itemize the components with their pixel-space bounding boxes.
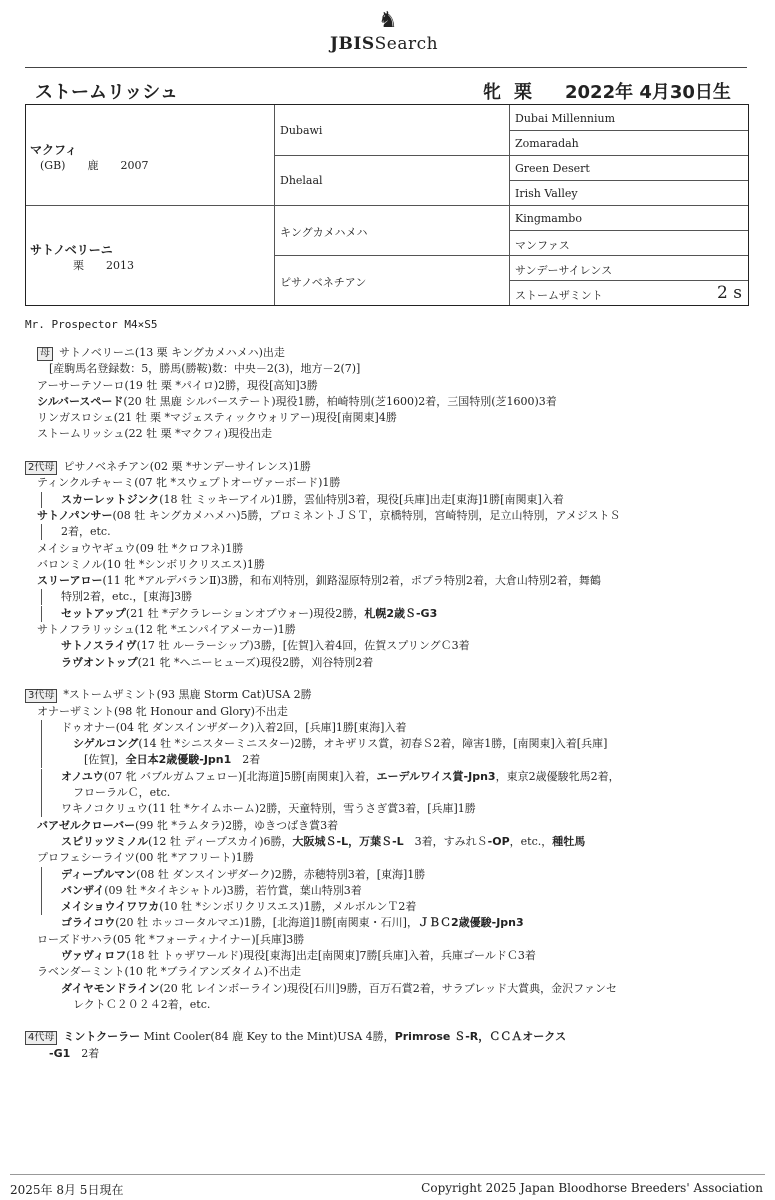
family-line	[25, 883, 745, 899]
record-text: サトノベリーニ(13 栗 キングカメハメハ)出走	[59, 346, 285, 359]
family-line	[25, 720, 745, 736]
horse-sex: 牝	[483, 82, 501, 103]
record-text: バロンミノル(10 牡 *シンボリクリスエス)1勝	[37, 557, 265, 571]
logo-text-search: Search	[374, 34, 439, 54]
record-text: オナーザミント(98 牝 Honour and Glory)不出走	[37, 704, 288, 718]
horse-link[interactable]: Primrose Ｓ-R，ＣＣＡオークス	[394, 1030, 567, 1044]
record-text: [佐賀]，	[73, 753, 126, 767]
family-line	[25, 785, 745, 801]
pedigree-g3-cell[interactable]: Kingmambo	[515, 212, 582, 225]
record-text: ，etc.，	[509, 834, 553, 848]
record-text: 特別2着，etc.，[東海]3勝	[61, 590, 193, 604]
record-text: (12 牡 ディープスカイ)6勝，	[148, 834, 293, 848]
family-line	[25, 394, 745, 410]
family-line	[25, 801, 745, 817]
family-line	[25, 573, 745, 589]
generation-tag: 2代母	[25, 461, 57, 475]
family-section	[25, 345, 745, 443]
family-line	[25, 981, 745, 997]
record-text: サトノフラリッシュ(12 牝 *エンパイアメーカー)1勝	[37, 623, 296, 637]
family-line	[25, 524, 745, 540]
horse-link[interactable]: スカーレットジンク	[61, 492, 160, 506]
family-line	[25, 932, 745, 948]
family-section	[25, 1029, 745, 1062]
record-text: 2着，etc.	[61, 525, 111, 539]
family-line	[25, 834, 745, 850]
family-line	[25, 638, 745, 654]
family-line	[25, 769, 745, 785]
record-text: リンガスロシェ(21 牡 栗 *マジェスティックウォリアー)現役[南関東]4勝	[37, 411, 397, 425]
family-line	[25, 964, 745, 980]
record-text: Mint Cooler(84 鹿 Key to the Mint)USA 4勝，	[140, 1030, 395, 1044]
family-line	[25, 475, 745, 491]
record-text: レクトＣ２０２４2着，etc.	[73, 997, 211, 1011]
horse-link[interactable]: サトノパンサー	[37, 508, 113, 522]
cross-count: 2 s	[717, 283, 742, 303]
family-line	[25, 606, 745, 622]
record-text: (20 牝 レインボーライン)現役[石川]9勝，百万石賞2着，サラブレッド大賞典，金沢ファンセ	[159, 981, 617, 995]
family-line	[25, 736, 745, 752]
record-text: 3着，すみれＳ	[403, 834, 488, 848]
generation-tag: 4代母	[25, 1031, 57, 1045]
horse-link[interactable]: メイショウイワワカ	[61, 900, 160, 914]
record-text: (99 牝 *ラムタラ)2勝，ゆきつばき賞3着	[135, 818, 339, 832]
record-text: ティンクルチャーミ(07 牝 *スウェプトオーヴァーボード)1勝	[37, 476, 341, 490]
family-line	[25, 541, 745, 557]
jbis-logo[interactable]	[330, 8, 460, 54]
pedigree-g3-cell[interactable]: サンデーサイレンス	[515, 264, 613, 277]
record-text: (18 牡 ミッキーアイル)1勝，雲仙特別3着，現役[兵庫]出走[東海]1勝[南関東]入着	[159, 492, 564, 506]
dam-info: 栗 2013	[40, 259, 134, 272]
horse-link[interactable]: サトノスライヴ	[61, 639, 137, 653]
record-text: (20 牡 黒鹿 シルバーステート)現役1勝，柏崎特別(芝1600)2着，三国特別(芝1600)3着	[123, 394, 557, 408]
record-text: (09 牡 *タイキシャトル)3勝，若竹賞，葉山特別3着	[104, 883, 362, 897]
pedigree-g2-cell[interactable]: キングカメハメハ	[280, 226, 368, 239]
family-line	[25, 410, 745, 426]
horse-link[interactable]: シルバースペード	[37, 394, 124, 408]
record-text: (11 牝 *アルデバランⅡ)3勝，和布刈特別，釧路湿原特別2着，ポプラ特別2着，大倉山特別2着，舞鶴	[102, 574, 601, 588]
family-record	[25, 345, 745, 1078]
horse-link[interactable]: 種牡馬	[552, 834, 586, 848]
horse-link[interactable]: ディープルマン	[61, 867, 137, 881]
record-text: (21 牝 *ヘニーヒューズ)現役2勝，刈谷特別2着	[137, 655, 374, 669]
family-line	[25, 1046, 745, 1062]
record-text: ローズドサハラ(05 牝 *フォーティナイナー)[兵庫]3勝	[37, 932, 305, 946]
family-line	[25, 997, 745, 1013]
horse-header	[30, 78, 745, 104]
pedigree-g3-cell[interactable]: Green Desert	[515, 162, 590, 175]
family-line	[25, 589, 745, 605]
family-line	[25, 899, 745, 915]
family-section	[25, 459, 745, 671]
horse-birthdate: 2022年 4月30日生	[565, 82, 731, 103]
horse-link[interactable]: ヴァヴィロフ	[61, 948, 127, 962]
horse-link[interactable]: ＪＢＣ2歳優駿-Jpn3	[417, 916, 524, 930]
logo-text-jbis: JBIS	[330, 34, 375, 54]
family-line	[25, 557, 745, 573]
horse-link[interactable]: オノユウ	[61, 769, 104, 783]
record-text: (14 牡 *シニスターミニスター)2勝，オキザリス賞，初春Ｓ2着，障害1勝，[南関東]入着[兵庫]	[138, 737, 608, 751]
family-line	[25, 915, 745, 931]
dam-name[interactable]: サトノベリーニ	[30, 243, 113, 257]
pedigree-g2-cell[interactable]: Dubawi	[280, 124, 323, 137]
family-line	[25, 1029, 745, 1045]
family-line	[25, 752, 745, 768]
family-line	[25, 361, 745, 377]
pedigree-g3-cell[interactable]: マンファス	[515, 239, 570, 252]
horse-link[interactable]: エーデルワイス賞-Jpn3	[376, 769, 496, 783]
horse-name: ストームリッシュ	[35, 82, 178, 103]
record-text: (08 牡 ダンスインザダーク)2勝，赤穂特別3着，[東海]1勝	[136, 867, 426, 881]
record-text: ピサノベネチアン(02 栗 *サンデーサイレンス)1勝	[63, 460, 311, 474]
family-section	[25, 687, 745, 1013]
horse-link[interactable]: ミントクーラー	[63, 1030, 141, 1044]
horse-link[interactable]: バンザイ	[61, 883, 105, 897]
pedigree-g2-cell[interactable]: Dhelaal	[280, 174, 323, 187]
footer-date: 2025年 8月 5日現在	[10, 1183, 124, 1197]
horse-link[interactable]: スリーアロー	[37, 574, 103, 588]
sire-name[interactable]: マクフィ	[30, 143, 78, 157]
record-text: 2着	[70, 1046, 100, 1060]
inbreeding-note: Mr. Prospector M4×S5	[25, 318, 158, 331]
family-line	[25, 850, 745, 866]
family-line	[25, 345, 745, 361]
record-text: プロフェシーライツ(00 牝 *アフリート)1勝	[37, 851, 254, 865]
pedigree-g2-cell[interactable]: ピサノベネチアン	[280, 276, 367, 289]
horse-link[interactable]: -OP	[487, 834, 510, 848]
record-text: ラベンダーミント(10 牝 *ブライアンズタイム)不出走	[37, 965, 301, 979]
record-text: (10 牡 *シンボリクリスエス)1勝，メルボルンＴ2着	[159, 900, 417, 914]
record-text: (21 牡 *デクラレーションオブウォー)現役2勝，	[125, 606, 365, 620]
record-text: 2着	[231, 753, 261, 767]
record-text: ，東京2歳優駿牝馬2着，	[495, 769, 620, 783]
family-line	[25, 492, 745, 508]
record-text: アーサーテソーロ(19 牡 栗 *パイロ)2勝，現役[高知]3勝	[37, 378, 318, 392]
horse-link[interactable]: セットアップ	[61, 606, 126, 620]
pedigree-g3-cell[interactable]: ストームザミント	[515, 289, 603, 302]
family-line	[25, 655, 745, 671]
horse-color: 栗	[514, 82, 532, 103]
generation-tag: 母	[37, 347, 53, 361]
record-text: *ストームザミント(93 黒鹿 Storm Cat)USA 2勝	[63, 688, 312, 702]
record-text: [産駒馬名登録数：5，勝馬(勝鞍)数：中央－2(3)，地方－2(7)]	[49, 362, 361, 376]
family-line	[25, 459, 745, 475]
horse-link[interactable]: 全日本2歳優駿-Jpn1	[125, 753, 232, 767]
family-line	[25, 622, 745, 638]
sire-info: (GB) 鹿 2007	[40, 159, 149, 172]
footer-copyright: Copyright 2025 Japan Bloodhorse Breeders' Association	[421, 1181, 763, 1195]
pedigree-g3-cell[interactable]: Irish Valley	[515, 187, 578, 200]
record-text: ドゥオナー(04 牝 ダンスインザダーク)入着2回，[兵庫]1勝[東海]入着	[61, 720, 407, 734]
horse-link[interactable]: バアゼルクローバー	[37, 818, 136, 832]
horse-link[interactable]: ラヴオントップ	[61, 655, 138, 669]
family-line	[25, 867, 745, 883]
horse-logo-icon: ♞	[378, 8, 398, 33]
family-line	[25, 378, 745, 394]
horse-link[interactable]: スピリッツミノル	[61, 834, 149, 848]
record-text: ワキノコクリュウ(11 牡 *ケイムホーム)2勝，天童特別，雪うさぎ賞3着，[兵庫]1勝	[61, 802, 476, 816]
horse-link[interactable]: 札幌2歳Ｓ-G3	[364, 606, 438, 620]
record-text: (17 牡 ルーラーシップ)3勝，[佐賀]入着4回，佐賀スプリングＣ3着	[136, 639, 470, 653]
footer-divider	[10, 1174, 765, 1175]
family-line	[25, 948, 745, 964]
record-text: ストームリッシュ(22 牡 栗 *マクフィ)現役出走	[37, 427, 273, 441]
family-line	[25, 818, 745, 834]
horse-link[interactable]: 大阪城Ｓ-L，万葉Ｓ-L	[292, 834, 404, 848]
pedigree-table	[25, 104, 749, 306]
record-text: (07 牝 バブルガムフェロー)[北海道]5勝[南関東]入着，	[103, 769, 377, 783]
record-text: (18 牡 トゥザワールド)現役[東海]出走[南関東]7勝[兵庫]入着，兵庫ゴールドＣ3着	[126, 948, 536, 962]
horse-link[interactable]: ダイヤモンドライン	[61, 981, 160, 995]
family-line	[25, 508, 745, 524]
family-line	[25, 704, 745, 720]
generation-tag: 3代母	[25, 689, 57, 703]
horse-link[interactable]: シゲルコング	[73, 737, 139, 751]
record-text: (08 牡 キングカメハメハ)5勝，プロミネントＪＳＴ，京橋特別，宮崎特別，足立山特別，アメジストＳ	[112, 508, 621, 522]
family-line	[25, 426, 745, 442]
header-divider	[25, 67, 747, 68]
pedigree-g3-cell[interactable]: Dubai Millennium	[515, 112, 616, 125]
family-line	[25, 687, 745, 703]
pedigree-g3-cell[interactable]: Zomaradah	[515, 137, 579, 150]
horse-link[interactable]: -G1	[49, 1046, 71, 1060]
record-text: (20 牡 ホッコータルマエ)1勝，[北海道]1勝[南関東・石川]，	[115, 916, 418, 930]
record-text: メイショウヤギュウ(09 牡 *クロフネ)1勝	[37, 541, 244, 555]
horse-link[interactable]: ゴライコウ	[61, 916, 116, 930]
record-text: フローラルＣ，etc.	[73, 786, 171, 800]
